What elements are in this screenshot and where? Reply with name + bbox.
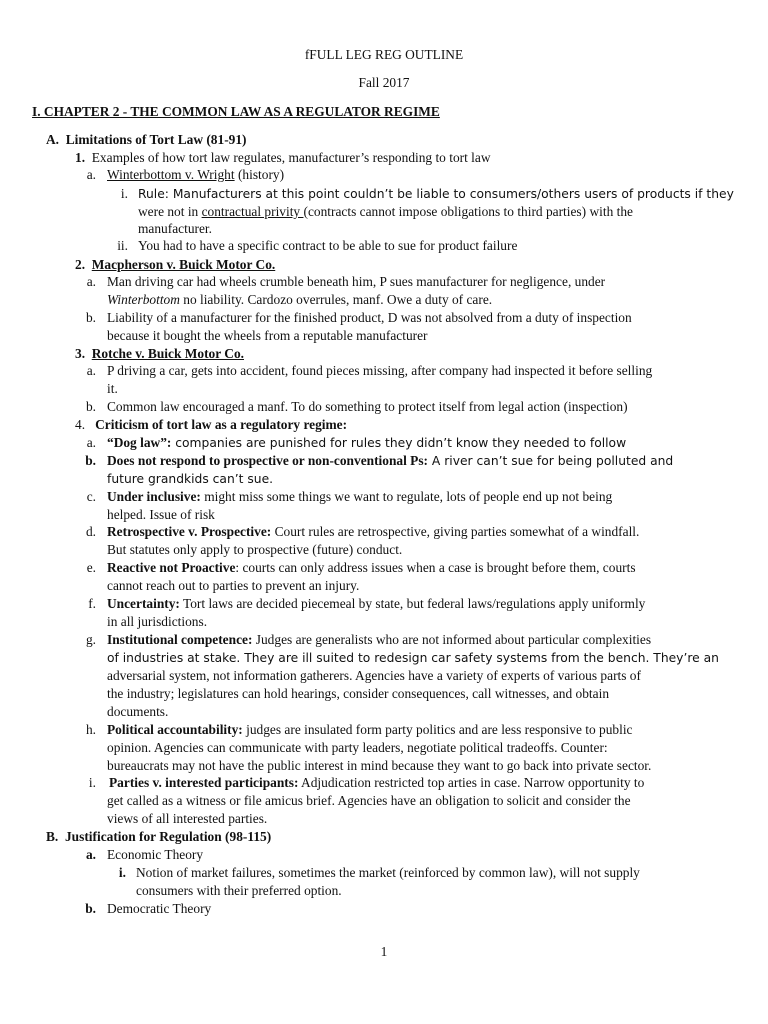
- criticism-text: might miss some things we want to regulate, lots of people end up not being: [200, 489, 613, 504]
- item-marker: a.: [86, 274, 96, 289]
- item-text-continued: bureaucrats may not have the public interest in mind because they want to go back into private sector.: [107, 758, 652, 773]
- outline-item-a1: [75, 149, 491, 167]
- outline-item-a3: [75, 345, 244, 363]
- item-text: Economic Theory: [107, 847, 204, 862]
- criticism-term: Parties v. interested participants:: [109, 775, 299, 790]
- item-text: Examples of how tort law regulates, manufacturer’s responding to tort law: [91, 150, 491, 165]
- criticism-text: : courts can only address issues when a case is brought before them, courts: [235, 560, 636, 575]
- item-number: 1.: [75, 150, 86, 165]
- item-text-continued: of industries at stake. They are ill suited to redesign car safety systems from the bench. They’re an: [107, 651, 719, 665]
- item-text-continued: cannot reach out to parties to prevent an injury.: [107, 578, 360, 593]
- item-marker: b.: [85, 399, 96, 414]
- criticism-term: Reactive not Proactive: [107, 560, 236, 575]
- criticism-term: Political accountability:: [107, 722, 243, 737]
- item-marker: i.: [118, 865, 126, 880]
- item-text-continued: get called as a witness or file amicus brief. Agencies have an obligation to solicit and consider the: [107, 793, 631, 808]
- item-marker: b.: [85, 310, 96, 325]
- item-text: P driving a car, gets into accident, found pieces missing, after company had inspected it before selling: [107, 363, 653, 378]
- criticism-term: “Dog law”:: [107, 435, 172, 450]
- item-text-continued: adversarial system, not information gatherers. Agencies have a variety of experts of various parts of: [107, 668, 641, 683]
- item-text: Rule: Manufacturers at this point couldn’t be liable to consumers/others users of products if they: [138, 187, 734, 201]
- item-marker: e.: [86, 560, 96, 575]
- item-text: Common law encouraged a manf. To do something to protect itself from legal action (inspection): [107, 399, 628, 414]
- section-b-title: Justification for Regulation (98-115): [64, 829, 272, 844]
- item-text-continued: manufacturer.: [138, 221, 212, 236]
- item-marker: ii.: [117, 238, 128, 253]
- criticism-text: A river can’t sue for being polluted and: [428, 454, 674, 468]
- item-text-continued: helped. Issue of risk: [107, 507, 215, 522]
- item-text: (history): [234, 167, 285, 182]
- item-number: 4.: [75, 417, 86, 432]
- item-text-continued: were not in contractual privity (contracts cannot impose obligations to third parties) with the: [138, 204, 633, 219]
- item-text-continued: because it bought the wheels from a reputable manufacturer: [107, 328, 428, 343]
- item-text: Democratic Theory: [107, 901, 212, 916]
- item-marker: h.: [85, 722, 96, 737]
- criticism-term: Does not respond to prospective or non-conventional Ps:: [107, 453, 429, 468]
- item-marker: i.: [88, 775, 96, 790]
- page-number: 1: [380, 944, 388, 959]
- item-text-continued: the industry; legislatures can hold hearings, consider consequences, call witnesses, and obtain: [107, 686, 610, 701]
- outline-item-a4: [75, 416, 347, 434]
- item-marker: a.: [86, 435, 96, 450]
- item-text: Liability of a manufacturer for the finished product, D was not absolved from a duty of inspection: [107, 310, 632, 325]
- section-a-title: Limitations of Tort Law (81-91): [65, 132, 247, 147]
- criticism-text: judges are insulated form party politics and are less responsive to public: [242, 722, 633, 737]
- criticism-text: Adjudication restricted top arties in case. Narrow opportunity to: [298, 775, 645, 790]
- criticism-term: Under inclusive:: [107, 489, 201, 504]
- chapter-heading: I. CHAPTER 2 - THE COMMON LAW AS A REGULATOR REGIME: [32, 104, 440, 119]
- criticism-term: Retrospective v. Prospective:: [107, 524, 272, 539]
- item-text-continued: in all jurisdictions.: [107, 614, 208, 629]
- item-text-continued: Winterbottom no liability. Cardozo overrules, manf. Owe a duty of care.: [107, 292, 493, 307]
- outline-item-a2: [75, 256, 275, 274]
- criticism-text: Tort laws are decided piecemeal by state, but federal laws/regulations apply uniformly: [179, 596, 646, 611]
- section-b-heading: [46, 828, 271, 846]
- item-marker: g.: [85, 632, 96, 647]
- item-marker: d.: [85, 524, 96, 539]
- case-name: Macpherson v. Buick Motor Co.: [91, 257, 276, 272]
- contractual-privity-term: contractual privity: [201, 204, 304, 219]
- item-marker: i.: [120, 186, 128, 201]
- case-name: Rotche v. Buick Motor Co.: [91, 346, 244, 361]
- section-a-label: A.: [46, 132, 60, 147]
- criticism-text: Judges are generalists who are not informed about particular complexities: [252, 632, 652, 647]
- item-text-continued: future grandkids can’t sue.: [107, 472, 274, 486]
- item-marker: a.: [85, 847, 96, 862]
- document-title: fFULL LEG REG OUTLINE: [304, 47, 464, 62]
- criticism-text: companies are punished for rules they didn’t know they needed to follow: [171, 436, 627, 450]
- item-text-continued: it.: [107, 381, 118, 396]
- criticism-term: Uncertainty:: [107, 596, 180, 611]
- document-term: Fall 2017: [358, 75, 410, 90]
- item-text-continued: opinion. Agencies can communicate with party leaders, negotiate political tradeoffs. Counter:: [107, 740, 608, 755]
- section-a-heading: [46, 131, 247, 149]
- item-text-continued: consumers with their preferred option.: [136, 883, 342, 898]
- item-number: 2.: [75, 257, 86, 272]
- item-marker: f.: [88, 596, 96, 611]
- item-marker: a.: [86, 363, 96, 378]
- item-text: Notion of market failures, sometimes the market (reinforced by common law), will not supply: [136, 865, 640, 880]
- item-number: 3.: [75, 346, 86, 361]
- item-title: Criticism of tort law as a regulatory regime:: [95, 417, 348, 432]
- item-marker: a.: [86, 167, 96, 182]
- criticism-term: Institutional competence:: [107, 632, 253, 647]
- criticism-text: Court rules are retrospective, giving parties somewhat of a windfall.: [271, 524, 640, 539]
- case-name: Winterbottom v. Wright: [107, 167, 235, 182]
- item-text: Man driving car had wheels crumble beneath him, P sues manufacturer for negligence, under: [107, 274, 606, 289]
- item-text-continued: views of all interested parties.: [107, 811, 268, 826]
- item-text-continued: But statutes only apply to prospective (future) conduct.: [107, 542, 403, 557]
- item-text-continued: documents.: [107, 704, 169, 719]
- item-text: You had to have a specific contract to be able to sue for product failure: [138, 238, 518, 253]
- item-marker: b.: [85, 901, 96, 916]
- section-b-label: B.: [46, 829, 59, 844]
- item-marker: c.: [86, 489, 96, 504]
- item-marker: b.: [85, 453, 96, 468]
